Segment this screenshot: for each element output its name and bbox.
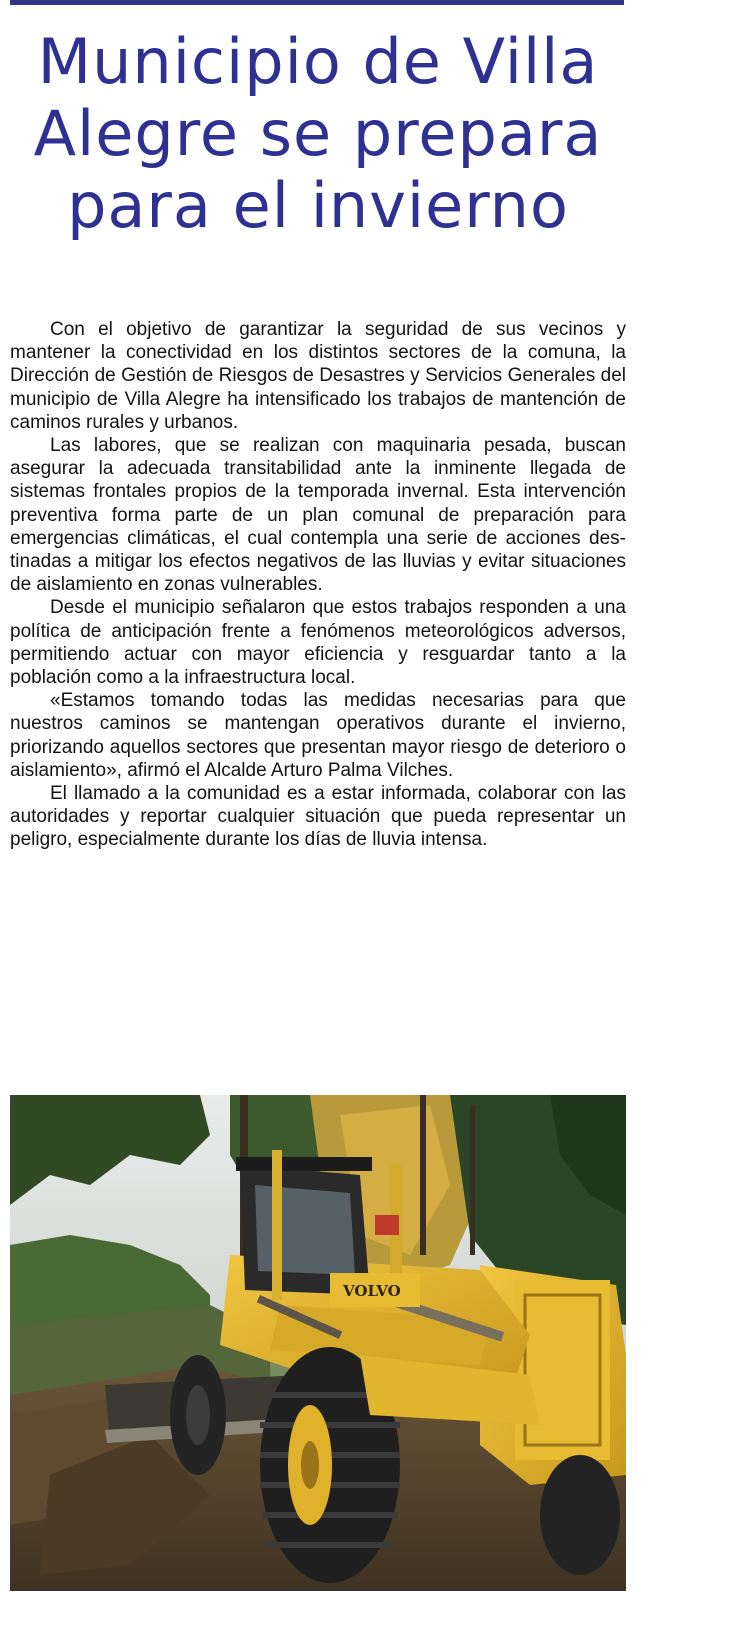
brand-text: VOLVO: [343, 1282, 401, 1300]
article-paragraph-3: Desde el municipio señalaron que estos trabajos responden a una política de anticipación frente a fenómenos meteorológicos adversos, permitiendo actuar con mayor eficiencia y resguardar tanto a la población como a la infraestructura local.: [10, 597, 626, 689]
article-paragraph-4: «Estamos tomando todas las medidas necesarias para que nuestros caminos se mantengan operativos durante el invierno, priorizando aquellos sectores que presentan mayor riesgo de deterioro o aislamiento», afirmó el Alcalde Arturo Palma Vilches.: [10, 690, 626, 781]
article-paragraph-1: Con el objetivo de garantizar la seguridad de sus vecinos y mantener la conectividad en los distintos sectores de la comuna, la Dirección de Gestión de Riesgos de Desastres y Servicios Generales del municipio de Villa Alegre ha intensificado los trabajos de mantención de caminos rurales y urbanos.: [10, 319, 626, 433]
article-paragraph-5: El llamado a la comunidad es a estar informada, colaborar con las autoridades y reportar cualquier situación que pueda representar un peligro, especialmente durante los días de lluvia intensa.: [10, 783, 626, 851]
article-paragraph-2: Las labores, que se realizan con maquinaria pesada, buscan asegurar la adecuada transitabilidad ante la inminente llegada de sistemas frontales propios de la temporada invernal. Esta intervención preventiva forma parte de un plan comunal de preparación para emergencias climáticas, el cual contempla una serie de acciones destinadas a mitigar los efectos negativos de las lluvias y evitar situaciones de aislamiento en zonas vulnerables.: [10, 435, 626, 596]
headline: Municipio de Villa Alegre se prepara para el invierno: [33, 25, 603, 242]
article-body: [10, 318, 626, 852]
motor-grader-photo: [10, 1095, 626, 1591]
top-rule: [10, 0, 624, 5]
